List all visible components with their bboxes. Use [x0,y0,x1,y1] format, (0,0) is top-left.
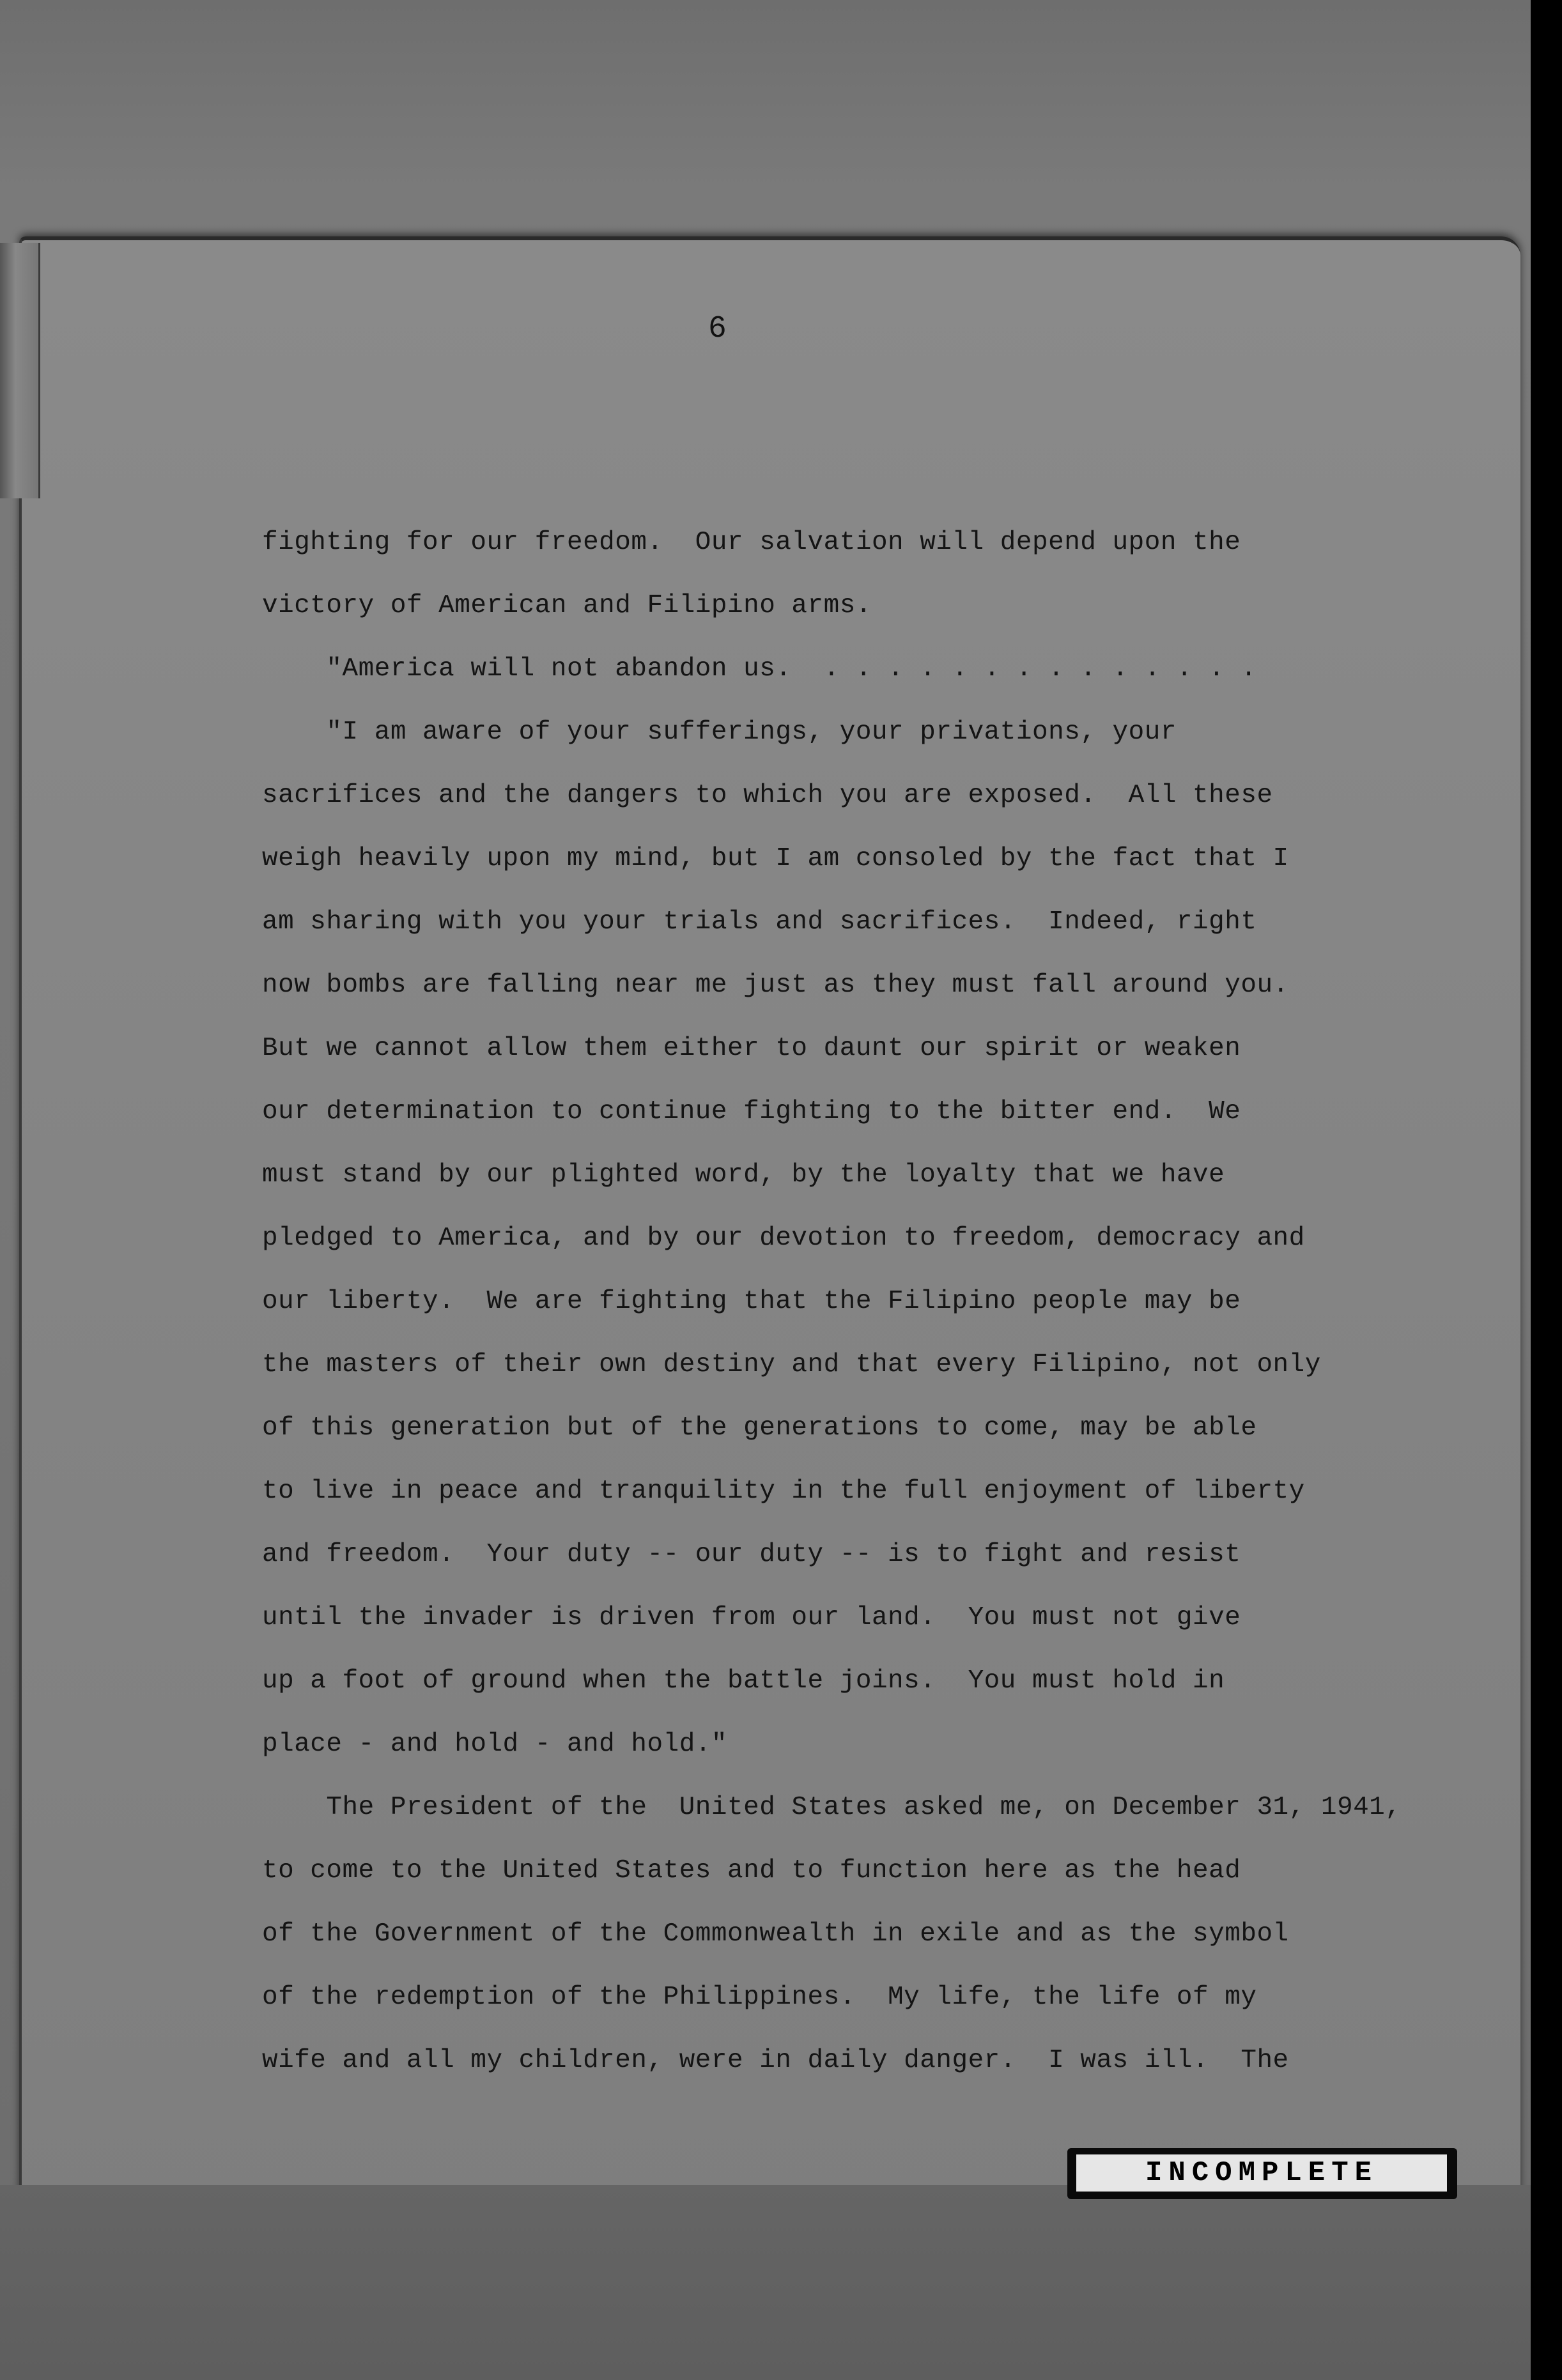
text-line: fighting for our freedom. Our salvation will depend upon the [262,528,1241,557]
text-line: weigh heavily upon my mind, but I am consoled by the fact that I [262,844,1289,873]
text-line: of this generation but of the generations to come, may be able [262,1413,1257,1443]
text-line: our liberty. We are fighting that the Filipino people may be [262,1287,1241,1316]
torn-edge [0,243,40,498]
text-line: "I am aware of your sufferings, your privations, your [262,718,1177,747]
text-line: and freedom. Your duty -- our duty -- is to fight and resist [262,1540,1241,1569]
film-edge [1531,0,1562,2380]
stamp-label: INCOMPLETE [1076,2154,1447,2192]
text-line: sacrifices and the dangers to which you are exposed. All these [262,781,1273,810]
text-line: to live in peace and tranquility in the full enjoyment of liberty [262,1477,1305,1506]
text-line: But we cannot allow them either to daunt our spirit or weaken [262,1034,1241,1063]
text-line: up a foot of ground when the battle joins. You must hold in [262,1666,1225,1696]
text-line: "America will not abandon us. . . . . . . . . . . . . . . [262,654,1257,684]
text-line: the masters of their own destiny and that every Filipino, not only [262,1350,1321,1379]
page-number: 6 [708,312,727,346]
text-line: of the redemption of the Philippines. My life, the life of my [262,1983,1257,2012]
body-text [262,511,1402,2092]
text-line: until the invader is driven from our land. You must not give [262,1603,1241,1632]
text-line: am sharing with you your trials and sacrifices. Indeed, right [262,907,1257,937]
text-line: our determination to continue fighting to the bitter end. We [262,1097,1241,1126]
page-bottom-fold [0,2185,1531,2380]
text-line: victory of American and Filipino arms. [262,591,872,620]
incomplete-stamp [1067,2148,1457,2199]
text-line: of the Government of the Commonwealth in exile and as the symbol [262,1919,1289,1949]
text-line: must stand by our plighted word, by the loyalty that we have [262,1160,1225,1190]
text-line: wife and all my children, were in daily danger. I was ill. The [262,2046,1289,2075]
text-line: The President of the United States asked me, on December 31, 1941, [262,1793,1402,1822]
text-line: to come to the United States and to function here as the head [262,1856,1241,1885]
text-line: now bombs are falling near me just as they must fall around you. [262,971,1289,1000]
text-line: pledged to America, and by our devotion to freedom, democracy and [262,1224,1305,1253]
text-line: place - and hold - and hold." [262,1730,728,1759]
